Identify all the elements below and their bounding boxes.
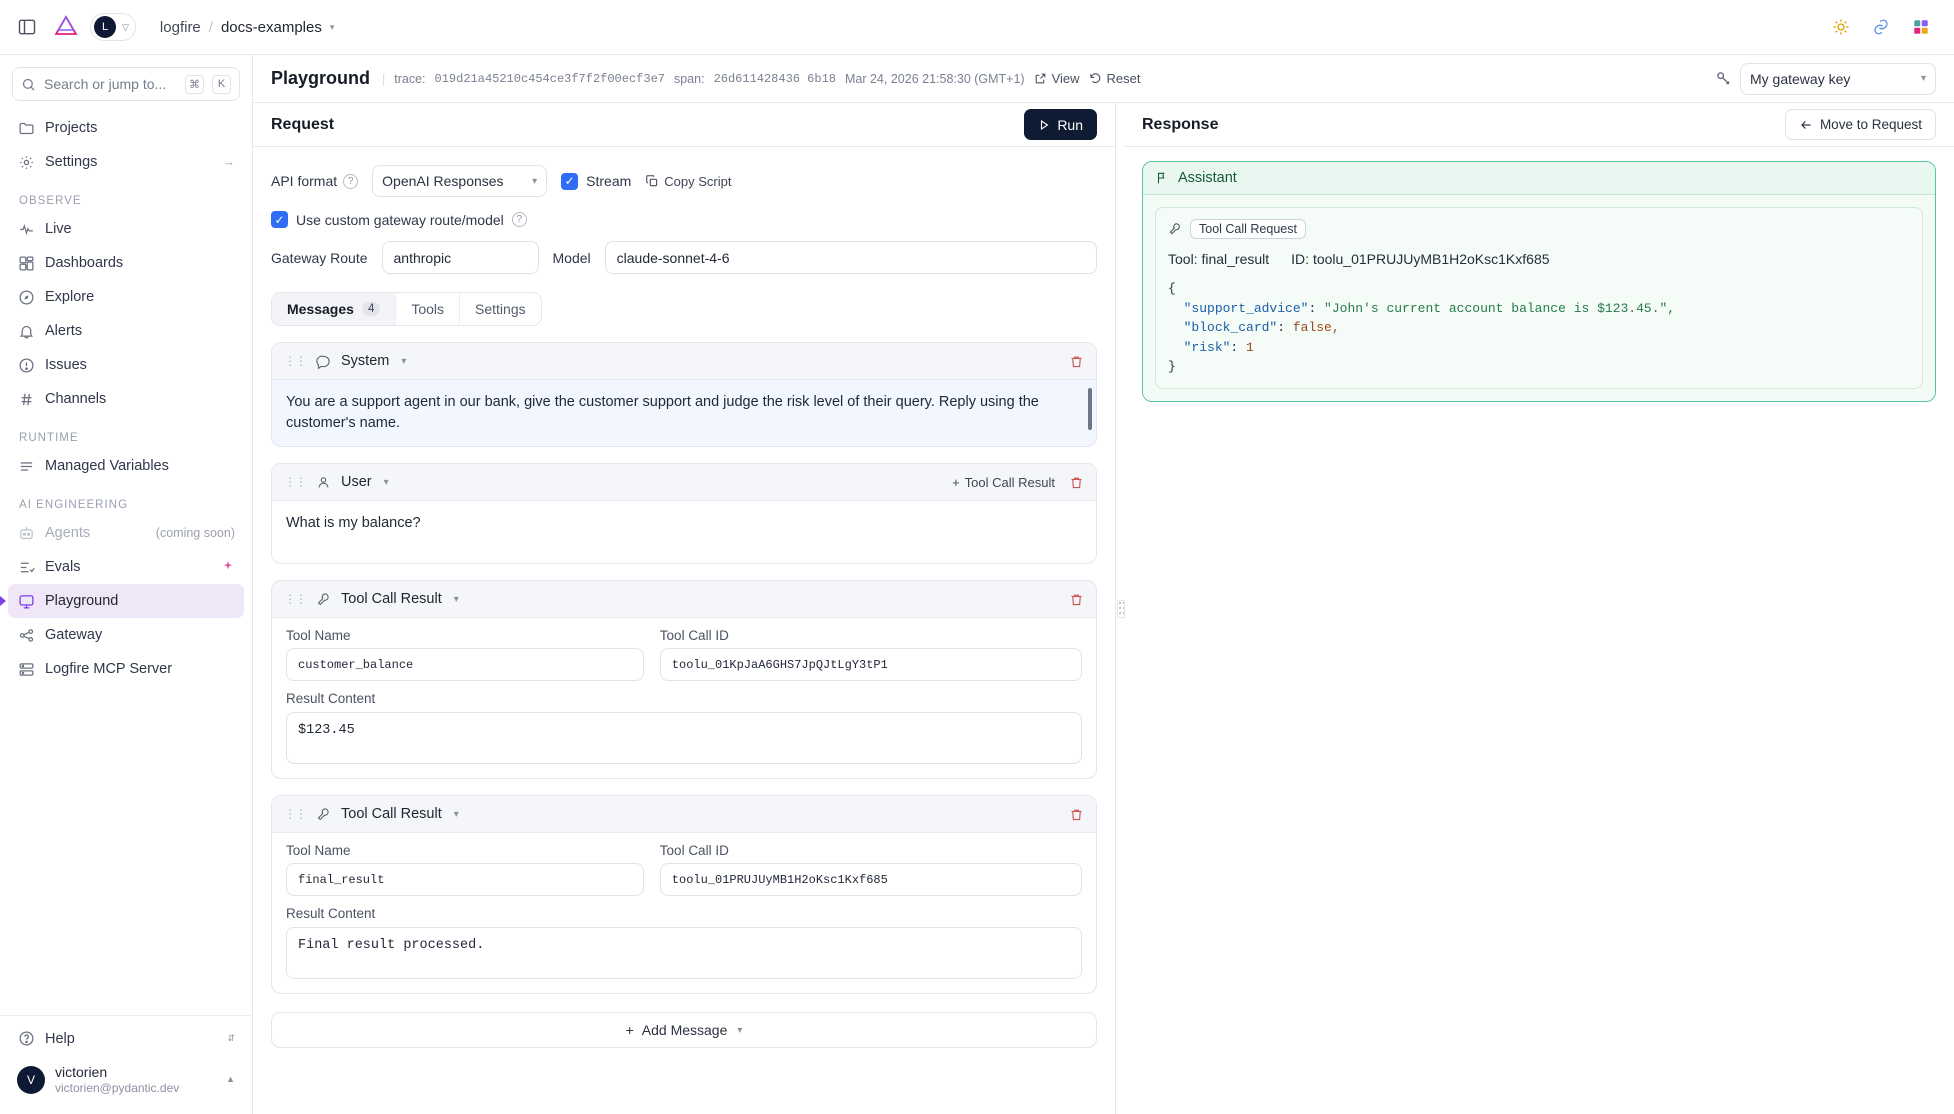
panel-left-icon[interactable] [12, 12, 42, 42]
api-format-label: API format [271, 173, 338, 189]
gateway-key-value: My gateway key [1750, 70, 1851, 87]
tool-result-fields [272, 618, 1096, 681]
add-tool-call-result-button[interactable] [952, 475, 1055, 490]
user-icon [316, 475, 331, 490]
sidebar-item-projects[interactable] [8, 111, 244, 145]
help-icon [17, 1030, 35, 1047]
add-message-button[interactable] [271, 1012, 1097, 1048]
message-header [272, 343, 1096, 380]
add-tool-call-result-label: Tool Call Result [964, 474, 1055, 490]
tool-name-value: final_result [298, 872, 385, 887]
sidebar-item-issues[interactable] [8, 348, 244, 382]
response-pane [1124, 103, 1954, 1114]
tool-name-value: customer_balance [298, 657, 414, 672]
tool-call-id-group [660, 628, 1082, 681]
model-input[interactable] [605, 241, 1097, 274]
tool-call-id-input[interactable] [660, 648, 1082, 681]
wrench-icon [1168, 222, 1182, 236]
key-icon [1715, 70, 1732, 87]
user-message-textarea[interactable] [272, 501, 1096, 563]
copy-script-label: Copy Script [664, 173, 732, 189]
sidebar-section-ai-engineering: AI ENGINEERING [19, 499, 129, 511]
message-header [272, 796, 1096, 833]
sidebar-item-playground[interactable] [8, 584, 244, 618]
top-bar-right [1826, 12, 1936, 42]
checkbox-checked-icon: ✓ [561, 173, 578, 190]
tool-result-fields [272, 833, 1096, 896]
chevrons-updown-icon: ▽ [122, 21, 129, 32]
model-value: claude-sonnet-4-6 [616, 249, 730, 266]
route-model-row [271, 241, 1097, 274]
top-bar-left [12, 12, 334, 42]
drag-handle-icon[interactable]: ⋮⋮ [284, 354, 306, 368]
tool-call-meta [1168, 251, 1910, 267]
search-icon [21, 77, 36, 92]
external-link-icon [1034, 72, 1047, 85]
sidebar-item-label: Explore [45, 289, 95, 305]
gateway-route-label: Gateway Route [271, 249, 368, 266]
wrench-icon [316, 592, 331, 607]
message-square-icon [316, 354, 331, 369]
api-format-select[interactable] [372, 165, 547, 197]
copy-script-button[interactable] [645, 174, 731, 189]
tool-name-group [286, 628, 644, 681]
add-message-label: Add Message [641, 1022, 728, 1039]
sidebar-item-gateway[interactable] [8, 618, 244, 652]
sidebar-nav [0, 107, 252, 686]
tab-messages[interactable] [272, 293, 396, 325]
sidebar-item-label: Channels [45, 391, 107, 407]
gateway-route-value: anthropic [393, 249, 452, 266]
sidebar-item-live[interactable] [8, 212, 244, 246]
custom-route-label: Use custom gateway route/model [296, 211, 504, 228]
breadcrumb-project[interactable]: docs-examples [220, 18, 322, 36]
gear-icon [17, 154, 35, 171]
agents-icon [17, 525, 35, 542]
search-input[interactable] [12, 67, 240, 101]
result-content-value: Final result processed. [298, 938, 485, 954]
panes [253, 103, 1954, 1114]
arrow-left-icon [1799, 118, 1813, 132]
plus-icon: + [952, 474, 960, 490]
sidebar-item-dashboards[interactable] [8, 246, 244, 280]
delete-message-button[interactable] [1069, 807, 1084, 822]
request-tabs-wrap [271, 292, 1097, 326]
tool-call-id-label: Tool Call ID [659, 843, 729, 859]
breadcrumb [160, 19, 334, 36]
main-content [253, 55, 1954, 1114]
sparkle-icon [221, 560, 235, 574]
pydantic-logo-icon[interactable] [52, 13, 80, 41]
message-card-tool-result-2 [271, 795, 1097, 994]
json-value-block-card: false, [1292, 320, 1340, 335]
request-pane [253, 103, 1116, 1114]
sidebar-item-label: Live [45, 221, 72, 237]
json-value-support-advice: "John's current account balance is $123.45.", [1324, 300, 1676, 316]
system-message-text: You are a support agent in our bank, give the customer support and judge the risk level of their query. Reply using the customer's name. [286, 394, 1039, 432]
tool-call-id-group [660, 843, 1082, 896]
wrench-icon [316, 807, 331, 822]
sidebar-item-agents [8, 516, 244, 550]
result-content-textarea[interactable] [286, 712, 1082, 764]
trace-meta [382, 71, 1141, 86]
dashboard-icon [17, 255, 35, 272]
json-key-risk: "risk" [1183, 339, 1231, 355]
chevron-down-icon[interactable]: ▾ [737, 1024, 743, 1036]
result-content-label: Result Content [286, 906, 376, 922]
tool-call-arguments-json: { "support_advice": "John's current account balance is $123.45.", "block_card": false, "risk": 1 } [1168, 281, 1676, 374]
tool-call-id-value: toolu_01KpJaA6GHS7JpQJtLgY3tP1 [671, 657, 888, 672]
tab-tools-label: Tools [411, 301, 445, 317]
chevron-down-icon[interactable]: ▾ [383, 476, 389, 488]
tool-call-id-label: Tool Call ID [659, 628, 729, 644]
message-actions [1069, 807, 1084, 822]
span-id: 26d611428436 6b18 [713, 71, 836, 86]
gateway-key-select[interactable] [1740, 63, 1936, 95]
page-header [253, 55, 1954, 103]
top-bar [0, 0, 1954, 55]
drag-handle-icon[interactable]: ⋮⋮ [284, 807, 306, 822]
sidebar-item-label: Help [45, 1030, 75, 1047]
custom-route-checkbox[interactable] [271, 211, 527, 228]
message-actions [1069, 354, 1084, 369]
sidebar-item-settings[interactable] [8, 145, 244, 179]
issues-icon [17, 357, 35, 374]
drag-handle-icon[interactable]: ⋮⋮ [284, 475, 306, 490]
server-icon [17, 661, 35, 678]
delete-message-button[interactable] [1069, 354, 1084, 369]
sidebar-item-label: Playground [45, 593, 119, 609]
kbd-k: K [212, 75, 231, 94]
tab-messages-label: Messages [287, 301, 354, 317]
pane-splitter[interactable] [1116, 103, 1124, 1114]
app-body [0, 55, 1954, 1114]
result-content-label: Result Content [286, 691, 376, 707]
tab-tools[interactable] [396, 293, 460, 325]
request-tabs [271, 292, 542, 326]
json-key-support-advice: "support_advice" [1183, 300, 1309, 316]
variables-icon [17, 458, 35, 475]
message-actions [952, 475, 1084, 490]
move-to-request-button[interactable] [1785, 109, 1936, 140]
sidebar-item-label: Alerts [45, 323, 83, 339]
sidebar-item-help[interactable] [8, 1022, 244, 1056]
json-open-brace: { [1168, 281, 1176, 296]
request-title: Request [271, 115, 335, 133]
message-type: System [341, 353, 390, 369]
run-label: Run [1057, 116, 1083, 133]
user-info [55, 1064, 179, 1097]
span-label: span: [673, 71, 705, 86]
system-message-textarea[interactable] [272, 380, 1096, 446]
sidebar-item-label: Gateway [45, 627, 103, 643]
tab-settings-label: Settings [475, 301, 526, 317]
assistant-message-card [1142, 161, 1936, 402]
plus-icon: + [625, 1022, 634, 1039]
delete-message-button[interactable] [1069, 475, 1084, 490]
sidebar-item-label: Managed Variables [45, 458, 169, 474]
chevron-down-icon: ▾ [1920, 73, 1926, 84]
sidebar-item-label: Dashboards [45, 255, 124, 271]
chevrons-updown-icon[interactable]: ▾ [329, 21, 335, 32]
playground-icon [17, 593, 35, 610]
help-circle-icon[interactable]: ? [343, 174, 358, 189]
sidebar-item-label: Projects [45, 120, 98, 136]
tool-name-input[interactable] [286, 648, 644, 681]
stream-label: Stream [586, 173, 632, 189]
folder-icon [17, 120, 35, 137]
copy-icon [645, 174, 659, 188]
message-type: User [341, 474, 372, 491]
custom-route-row [271, 211, 1097, 228]
compass-icon [17, 289, 35, 306]
link-icon[interactable] [1866, 12, 1896, 42]
view-trace-link[interactable] [1034, 71, 1080, 86]
chevron-down-icon[interactable]: ▾ [453, 593, 459, 605]
chevron-down-icon: ▾ [532, 175, 538, 187]
tool-name-group [286, 843, 644, 896]
sidebar-section-observe: OBSERVE [19, 195, 82, 207]
chevron-down-icon[interactable]: ▾ [453, 808, 459, 820]
kbd-cmd: ⌘ [185, 75, 204, 94]
result-content-group [272, 681, 1096, 706]
gateway-key-selector [1715, 63, 1936, 95]
gateway-route-input[interactable] [382, 241, 539, 274]
assistant-label: Assistant [1178, 170, 1237, 186]
api-format-label-group [271, 173, 358, 189]
message-type: Tool Call Result [341, 806, 442, 823]
sidebar [0, 55, 253, 1114]
message-header [272, 581, 1096, 618]
sidebar-item-label: Issues [45, 357, 87, 373]
reset-icon [1089, 72, 1102, 85]
sidebar-item-evals[interactable] [8, 550, 244, 584]
page-title: Playground [271, 68, 371, 88]
drag-handle-icon[interactable]: ⋮⋮ [284, 592, 306, 607]
model-label: Model [552, 249, 591, 266]
tool-call-id-input[interactable] [660, 863, 1082, 896]
assistant-body [1143, 195, 1935, 401]
tool-call-request-badge: Tool Call Request [1190, 219, 1306, 239]
stream-checkbox[interactable] [561, 173, 631, 190]
sidebar-item-tag: (coming soon) [155, 526, 235, 540]
message-actions [1069, 592, 1084, 607]
tool-name-line: Tool: final_result [1168, 251, 1270, 267]
message-header [272, 464, 1096, 501]
chevron-down-icon[interactable]: ▾ [401, 355, 407, 367]
reset-label: Reset [1106, 71, 1141, 86]
tool-call-request-box [1155, 207, 1923, 389]
message-card-system [271, 342, 1097, 447]
sidebar-item-logfire-mcp-server[interactable] [8, 652, 244, 686]
api-format-row [271, 165, 1097, 197]
bell-icon [17, 323, 35, 340]
message-type: Tool Call Result [341, 591, 442, 608]
meta-divider: | [382, 71, 386, 86]
json-value-risk: 1 [1246, 339, 1254, 355]
sidebar-item-explore[interactable] [8, 280, 244, 314]
sidebar-item-channels[interactable] [8, 382, 244, 416]
json-key-block-card: "block_card" [1183, 320, 1278, 335]
result-content-value: $123.45 [298, 723, 355, 739]
sidebar-item-label: Logfire MCP Server [45, 661, 173, 677]
chevrons-updown-icon: ⇵ [227, 1033, 235, 1043]
breadcrumb-separator: / [208, 18, 213, 36]
tool-name-input[interactable] [286, 863, 644, 896]
scrollbar-thumb[interactable] [1088, 388, 1092, 430]
sun-icon[interactable] [1826, 12, 1856, 42]
user-name: victorien [55, 1063, 108, 1080]
tool-call-request-header [1168, 219, 1910, 239]
flag-icon [1155, 171, 1169, 185]
response-pane-header [1124, 103, 1954, 147]
tab-messages-count: 4 [362, 302, 380, 316]
chevron-up-icon: ▲ [226, 1074, 235, 1085]
org-avatar: L [94, 16, 116, 38]
tool-name-label: Tool Name [286, 843, 351, 859]
result-content-textarea[interactable] [286, 927, 1082, 979]
sidebar-item-label: Agents [45, 525, 91, 541]
sidebar-settings-arrow: → [222, 155, 235, 169]
sidebar-item-alerts[interactable] [8, 314, 244, 348]
request-pane-header [253, 103, 1115, 147]
response-title: Response [1142, 115, 1219, 133]
response-body [1124, 147, 1954, 1114]
help-circle-icon[interactable]: ? [512, 212, 527, 227]
tab-settings[interactable] [460, 293, 541, 325]
user-message-text: What is my balance? [286, 515, 421, 532]
trace-timestamp: Mar 24, 2026 21:58:30 (GMT+1) [844, 71, 1025, 86]
reset-button[interactable] [1089, 71, 1141, 86]
api-format-value: OpenAI Responses [382, 173, 504, 189]
sidebar-section-runtime: RUNTIME [19, 432, 79, 444]
gateway-icon [17, 627, 35, 644]
tool-call-id-line: ID: toolu_01PRUJUyMB1H2oKsc1Kxf685 [1291, 251, 1550, 267]
view-label: View [1051, 71, 1080, 86]
sidebar-item-label: Evals [45, 559, 81, 575]
move-to-request-label: Move to Request [1819, 117, 1922, 132]
tool-name-label: Tool Name [286, 628, 351, 644]
result-content-group [272, 896, 1096, 921]
evals-icon [17, 559, 35, 576]
delete-message-button[interactable] [1069, 592, 1084, 607]
search-placeholder: Search or jump to... [44, 76, 167, 92]
org-switcher[interactable] [90, 13, 136, 41]
assistant-header [1143, 162, 1935, 195]
message-card-tool-result-1 [271, 580, 1097, 779]
sidebar-footer [0, 1015, 252, 1114]
run-button[interactable] [1024, 109, 1097, 140]
checkbox-checked-icon: ✓ [271, 211, 288, 228]
user-email: victorien@pydantic.dev [55, 1081, 180, 1095]
message-card-user [271, 463, 1097, 564]
trace-label: trace: [394, 71, 426, 86]
hash-icon [17, 391, 35, 408]
tool-call-id-value: toolu_01PRUJUyMB1H2oKsc1Kxf685 [671, 872, 888, 887]
trace-id: 019d21a45210c454ce3f7f2f00ecf3e7 [434, 71, 665, 86]
play-icon [1038, 119, 1050, 131]
json-close-brace: } [1168, 359, 1176, 374]
avatar: V [17, 1066, 45, 1094]
request-body [253, 147, 1115, 1114]
sidebar-item-managed-variables[interactable] [8, 449, 244, 483]
live-icon [17, 221, 35, 238]
user-menu[interactable] [8, 1056, 244, 1105]
sidebar-item-label: Settings [45, 154, 98, 170]
puzzle-icon[interactable] [1906, 12, 1936, 42]
breadcrumb-org[interactable]: logfire [159, 18, 201, 36]
